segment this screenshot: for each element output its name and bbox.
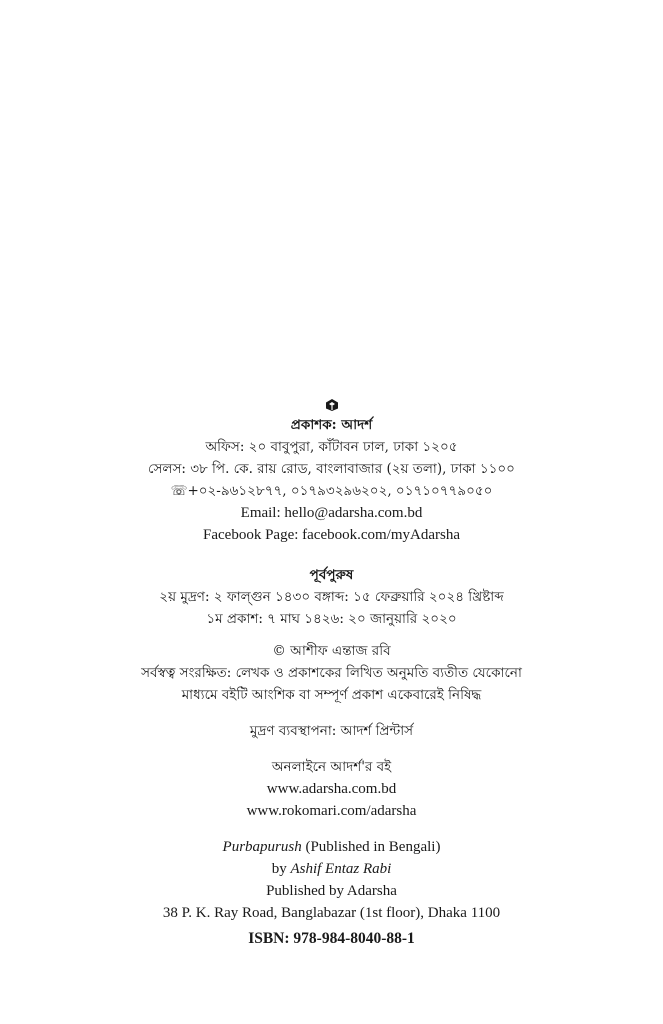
copyright: © আশীফ এন্তাজ রবি bbox=[272, 643, 391, 659]
publisher-heading: প্রকাশক: আদর্শ bbox=[290, 417, 373, 433]
second-print-date: ২য় মুদ্রণ: ২ ফাল্গুন ১৪৩০ বঙ্গাব্দ: ১৫ ফেব্রুয়ারি ২০২৪ খ্রিষ্টাব্দ bbox=[159, 589, 504, 605]
english-title-line bbox=[0, 836, 663, 858]
website-adarsha: www.adarsha.com.bd bbox=[266, 781, 397, 797]
isbn: ISBN: 978-984-8040-88-1 bbox=[248, 930, 415, 947]
english-title: Purbapurush bbox=[222, 839, 302, 855]
phone-numbers: ☏+০২-৯৬১২৮৭৭, ০১৭৯৩২৯৬২০২, ০১৭১০৭৭৯০৫০ bbox=[170, 483, 493, 499]
facebook-label: Facebook Page: bbox=[203, 527, 303, 543]
email-line bbox=[0, 502, 663, 524]
website-rokomari: www.rokomari.com/adarsha bbox=[246, 803, 417, 819]
english-address: 38 P. K. Ray Road, Banglabazar (1st floor), Dhaka 1100 bbox=[162, 905, 501, 921]
email-address: hello@adarsha.com.bd bbox=[284, 505, 423, 521]
publisher-logo-icon bbox=[325, 398, 339, 412]
imprint-page bbox=[0, 398, 663, 950]
office-address: অফিস: ২০ বাবুপুরা, কাঁটাবন ঢাল, ঢাকা ১২০৫ bbox=[205, 439, 458, 455]
email-label: Email: bbox=[240, 505, 285, 521]
sales-address: সেলস: ৩৮ পি. কে. রায় রোড, বাংলাবাজার (২য় তলা), ঢাকা ১১০০ bbox=[148, 461, 515, 477]
facebook-line bbox=[0, 524, 663, 546]
author-line bbox=[0, 858, 663, 880]
online-heading: অনলাইনে আদর্শ'র বই bbox=[271, 759, 392, 775]
english-title-note: (Published in Bengali) bbox=[301, 839, 441, 855]
author-name: Ashif Entaz Rabi bbox=[290, 861, 392, 877]
first-publication-date: ১ম প্রকাশ: ৭ মাঘ ১৪২৬: ২০ জানুয়ারি ২০২০ bbox=[206, 611, 457, 627]
facebook-page: facebook.com/myAdarsha bbox=[302, 527, 460, 543]
rights-reserved-line-1: সর্বস্বত্ব সংরক্ষিত: লেখক ও প্রকাশকের লিখিত অনুমতি ব্যতীত যেকোনো bbox=[141, 665, 522, 681]
published-by: Published by Adarsha bbox=[266, 883, 397, 899]
rights-reserved-line-2: মাধ্যমে বইটি আংশিক বা সম্পূর্ণ প্রকাশ একেবারেই নিষিদ্ধ bbox=[181, 687, 482, 703]
printing-management: মুদ্রণ ব্যবস্থাপনা: আদর্শ প্রিন্টার্স bbox=[249, 723, 414, 739]
by-label: by bbox=[271, 861, 291, 877]
book-title: পূর্বপুরুষ bbox=[309, 567, 354, 583]
